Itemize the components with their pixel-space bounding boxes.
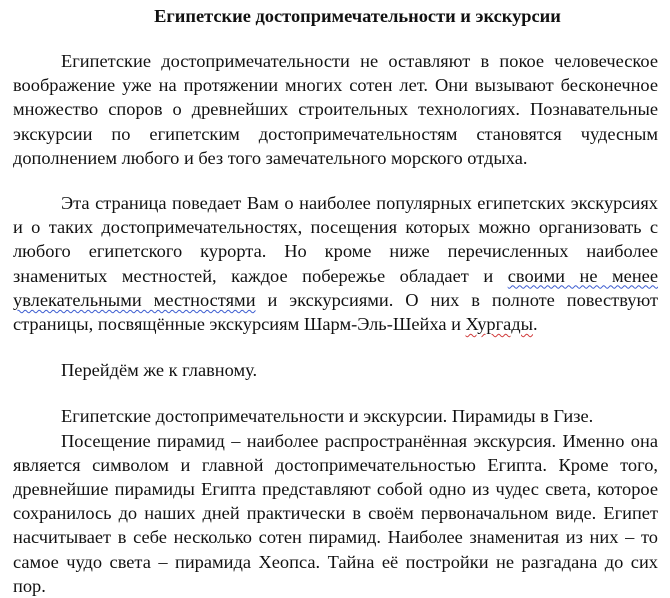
paragraph-pyramids: Посещение пирамид – наиболее распространённая экскурсия. Именно она является символом и главной достопримечательностью Египта. Кроме того, древнейшие пирамиды Египта представляют собой одно из чудес света, которое сохранилось до наших дней практически в своём первоначальном виде. Египет насчитывает в себе несколько сотен пирамид. Наиболее знаменитая из них – то самое чудо света – пирамида Хеопса. Тайна её постройки не разгадана до сих пор. [13,430,658,596]
paragraph-overview-text-b: и экскурсиями. О них в полноте повествуют страницы, посвящённые экскурсиям Шарм-Эль-Шейха и [13,289,658,335]
paragraph-overview-text-a: Эта страница поведает Вам о наиболее популярных египетских экскурсиях и о таких достопримечательностях, посещения которых можно организовать с любого египетского курорта. Но кроме ниже перечисленных наиболее знаменитых местностей, каждое побережье обладает и [13,193,658,286]
paragraph-intro: Египетские достопримечательности не оставляют в покое человеческое воображение уже на протяжении многих сотен лет. Они вызывают бесконечное множество споров о древнейших строительных технологиях. Познавательные экскурсии по египетским достопримечательностям становятся чудесным дополнением любого и без того замечательного морского отдыха. [13,51,658,168]
paragraph-overview [13,191,658,336]
spelling-underline: Хургады [465,314,534,335]
document-page [13,4,658,598]
paragraph-transition: Перейдём же к главному. [61,360,258,381]
section-heading-pyramids: Египетские достопримечательности и экскурсии. Пирамиды в Гизе. [61,406,594,427]
grammar-underline: своими не менее увлекательными местностями [13,265,659,310]
paragraph-overview-text-c: . [533,314,538,335]
document-title: Египетские достопримечательности и экскурсии [154,6,561,26]
